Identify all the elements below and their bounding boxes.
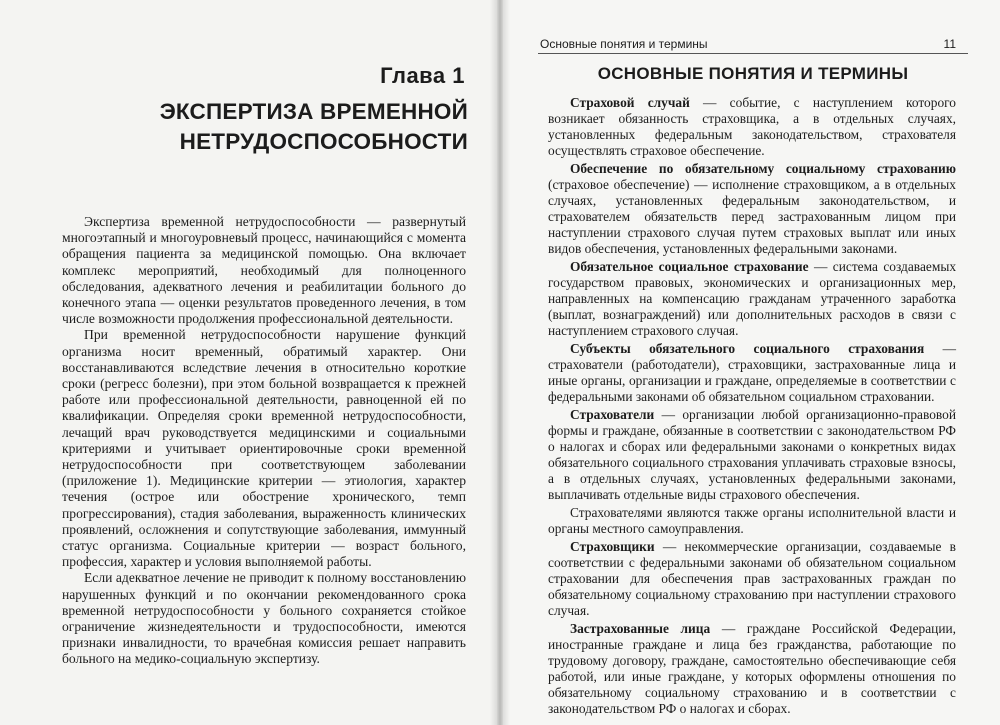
term: Обязательное социальное страхование — [570, 259, 809, 274]
term-entry — [548, 161, 956, 257]
chapter-number: Глава 1 — [380, 63, 465, 88]
term: Страхователи — [570, 407, 655, 422]
running-head-title: Основные понятия и термины — [540, 37, 708, 51]
term-entry — [548, 505, 956, 537]
definition: Страхователями являются также органы исполнительной власти и органы местного самоуправления. — [548, 505, 956, 536]
definition: — граждане Российской Федерации, иностранные граждане и лица без гражданства, работающие по трудовому договору, граждане, самостоятельно обеспечивающие себя работой, или иные граждане, у которых оформлены отношения по обязательному социальному страхованию и в соответствии с законодательством РФ о налогах и сборах. — [548, 621, 956, 716]
term: Обеспечение по обязательному социальному страхованию — [570, 161, 956, 176]
term-entry — [548, 341, 956, 405]
definition: — организации любой организационно-правовой формы и граждане, обязанные в соответствии с законодательством РФ о налогах и сборах или федеральными законами о конкретных видах обязательного социального страхования уплачивать страховые взносы, а в отдельных случаях, установленных федеральными законами, выплачивать отдельные виды страхового обеспечения. — [548, 407, 956, 502]
chapter-title-line-1: ЭКСПЕРТИЗА ВРЕМЕННОЙ — [159, 99, 468, 124]
definition: — некоммерческие организации, создаваемые в соответствии с федеральными законами об обязательном социальном страховании для обеспечения прав застрахованных граждан по обязательному социальному страхованию при наступлении страхового случая. — [548, 539, 956, 618]
term: Страховщики — [570, 539, 655, 554]
definition: (страховое обеспечение) — исполнение страховщиком, а в отдельных случаях, установленных федеральным законодательством, и страхователем обязательств перед застрахованным лицом при наступлении страхового случая путем страховых выплат или иных видов обеспечения, установленных федеральными законами. — [548, 177, 956, 256]
left-body-text — [62, 214, 466, 668]
term: Страховой случай — [570, 95, 690, 110]
left-page — [0, 0, 497, 725]
term-entry — [548, 407, 956, 503]
paragraph: Экспертиза временной нетрудоспособности — развернутый многоэтапный и многоуровневый процесс, начинающийся с момента обращения пациента за медицинской помощью. Она включает комплекс мероприятий, необходимый для полноценного обследования, адекватного лечения и реабилитации больного до конечного этапа — оценки результатов проведенного лечения, в том числе возможности продолжения профессиональной деятельности. — [62, 214, 466, 327]
definition: — система создаваемых государством правовых, экономических и организационных мер, направленных на компенсацию гражданам утраченного заработка (выплат, вознаграждений) или дополнительных расходов в связи с наступлением страхового случая. — [548, 259, 957, 338]
page-number: 11 — [943, 37, 956, 51]
term: Субъекты обязательного социального страхования — [570, 341, 925, 356]
term-entry — [548, 259, 956, 339]
term-entry — [548, 95, 956, 159]
paragraph: Если адекватное лечение не приводит к полному восстановлению нарушенных функций и по окончании рекомендованного срока временной нетрудоспособности у больного сохраняется стойкое ограничение жизнедеятельности и трудоспособности, имеются признаки инвалидности, то врачебная комиссия решает направить больного на медико-социальную экспертизу. — [62, 570, 466, 667]
definition: — страхователи (работодатели), страховщики, застрахованные лица и иные органы, организации и граждане, определяемые в соответствии с федеральными законами об обязательном социальном страховании. — [548, 341, 956, 404]
definition: — событие, с наступлением которого возникает обязанность страховщика, а в отдельных случаях, установленных федеральным законодательством, страхователя осуществлять страховое обеспечение. — [548, 95, 956, 158]
term: Застрахованные лица — [570, 621, 711, 636]
chapter-title — [80, 97, 468, 157]
term-entry — [548, 621, 956, 717]
right-body-text — [548, 95, 956, 717]
book-spine-shadow — [490, 0, 510, 725]
running-head — [538, 35, 968, 54]
chapter-title-line-2: НЕТРУДОСПОСОБНОСТИ — [179, 129, 468, 154]
paragraph: При временной нетрудоспособности нарушение функций организма носит временный, обратимый характер. Они восстанавливаются вследствие лечения в относительно короткие сроки (регресс болезни), при этом больной возвращается к прежней работе или профессиональной деятельности, равноценной ей по квалификации. Определяя сроки временной нетрудоспособности, лечащий врач руководствуется медицинскими и социальными критериями и учитывает ориентировочные сроки временной нетрудоспособности при соответствующем заболевании (приложение 1). Медицинские критерии — этиология, характер течения (острое или обострение хронического, темп прогрессирования), стадия заболевания, выраженность клинических проявлений, осложнения и сопутствующие заболевания, иммунный статус организма. Социальные критерии — возраст больного, профессия, характер и условия выполняемой работы. — [62, 327, 466, 570]
term-entry — [548, 539, 956, 619]
section-title: ОСНОВНЫЕ ПОНЯТИЯ И ТЕРМИНЫ — [597, 64, 909, 83]
right-page — [503, 0, 1000, 725]
